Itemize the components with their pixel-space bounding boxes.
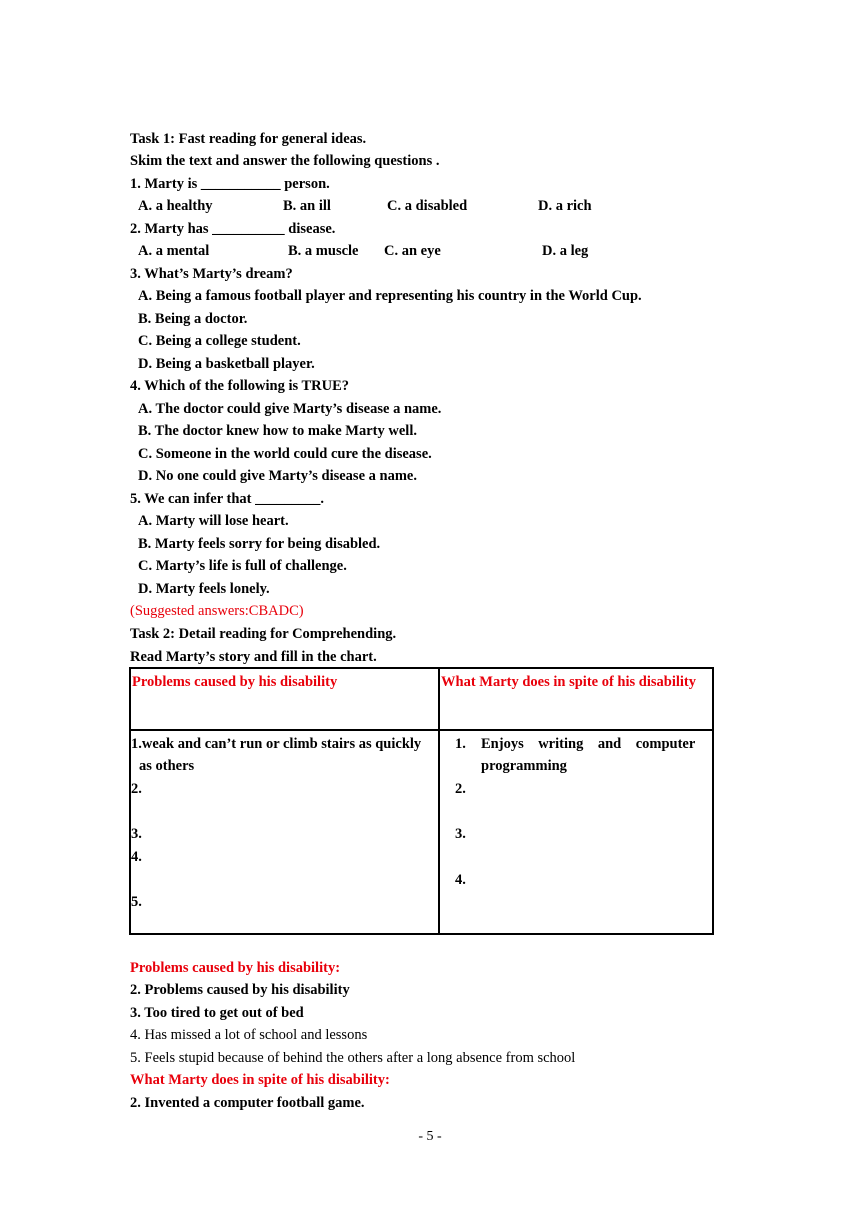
q1-option-c: C. a disabled bbox=[387, 198, 468, 214]
right-item-1: Enjoys writing and computer bbox=[481, 736, 696, 752]
problems-heading: Problems caused by his disability: bbox=[130, 960, 341, 976]
problem-3: 3. Too tired to get out of bed bbox=[130, 1005, 304, 1021]
chart-header-right bbox=[439, 668, 713, 730]
q5-option-b: B. Marty feels sorry for being disabled. bbox=[138, 536, 381, 552]
q5-option-c: C. Marty’s life is full of challenge. bbox=[138, 558, 347, 574]
right-item-1-cont: programming bbox=[481, 758, 567, 774]
q1-stem: 1. Marty is ___________ person. bbox=[130, 176, 330, 192]
does-heading: What Marty does in spite of his disability: bbox=[130, 1072, 390, 1088]
q4-option-d: D. No one could give Marty’s disease a name. bbox=[138, 468, 417, 484]
q2-option-c: C. an eye bbox=[384, 243, 441, 259]
task2-instruction: Read Marty’s story and fill in the chart. bbox=[130, 649, 377, 665]
left-item-3: 3. bbox=[131, 826, 142, 842]
does-2: 2. Invented a computer football game. bbox=[130, 1095, 365, 1111]
chart-header-left-label: Problems caused by his disability bbox=[132, 674, 338, 690]
q1-options bbox=[130, 197, 730, 215]
q5-option-a: A. Marty will lose heart. bbox=[138, 513, 289, 529]
right-item-2: 2. bbox=[455, 781, 466, 797]
q1-option-d: D. a rich bbox=[538, 198, 592, 214]
q2-option-b: B. a muscle bbox=[288, 243, 359, 259]
left-item-1-cont: as others bbox=[139, 758, 195, 774]
q3-stem: 3. What’s Marty’s dream? bbox=[130, 266, 293, 282]
q3-option-a: A. Being a famous football player and representing his country in the World Cup. bbox=[138, 288, 642, 304]
left-item-5: 5. bbox=[131, 894, 142, 910]
chart-header-right-label: What Marty does in spite of his disability bbox=[441, 674, 696, 690]
problem-2: 2. Problems caused by his disability bbox=[130, 982, 350, 998]
q4-stem: 4. Which of the following is TRUE? bbox=[130, 378, 350, 394]
right-item-1-num: 1. bbox=[455, 736, 466, 752]
q2-options bbox=[130, 242, 730, 260]
q1-option-a: A. a healthy bbox=[138, 198, 213, 214]
problem-4: 4. Has missed a lot of school and lessons bbox=[130, 1027, 368, 1043]
chart-body-right bbox=[439, 730, 713, 934]
q5-option-d: D. Marty feels lonely. bbox=[138, 581, 270, 597]
fill-in-chart bbox=[129, 667, 714, 935]
q4-option-c: C. Someone in the world could cure the disease. bbox=[138, 446, 432, 462]
chart-header-left bbox=[130, 668, 439, 730]
q2-stem: 2. Marty has __________ disease. bbox=[130, 221, 336, 237]
problem-5: 5. Feels stupid because of behind the others after a long absence from school bbox=[130, 1050, 576, 1066]
chart-body-left bbox=[130, 730, 439, 934]
left-item-2: 2. bbox=[131, 781, 142, 797]
right-item-4: 4. bbox=[455, 872, 466, 888]
q1-option-b: B. an ill bbox=[283, 198, 331, 214]
right-item-3: 3. bbox=[455, 826, 466, 842]
task2-title: Task 2: Detail reading for Comprehending. bbox=[130, 626, 397, 642]
q5-stem: 5. We can infer that _________. bbox=[130, 491, 325, 507]
q4-option-a: A. The doctor could give Marty’s disease a name. bbox=[138, 401, 442, 417]
left-item-1: 1.weak and can’t run or climb stairs as quickly bbox=[131, 736, 422, 752]
q3-option-c: C. Being a college student. bbox=[138, 333, 301, 349]
q4-option-b: B. The doctor knew how to make Marty well. bbox=[138, 423, 417, 439]
page-number: - 5 - bbox=[418, 1129, 442, 1144]
q3-option-d: D. Being a basketball player. bbox=[138, 356, 315, 372]
suggested-answers: (Suggested answers:CBADC) bbox=[130, 603, 304, 619]
left-item-4: 4. bbox=[131, 849, 142, 865]
task1-instruction: Skim the text and answer the following questions . bbox=[130, 153, 440, 169]
q2-option-a: A. a mental bbox=[138, 243, 210, 259]
q2-option-d: D. a leg bbox=[542, 243, 589, 259]
q3-option-b: B. Being a doctor. bbox=[138, 311, 248, 327]
task1-title: Task 1: Fast reading for general ideas. bbox=[130, 131, 367, 147]
